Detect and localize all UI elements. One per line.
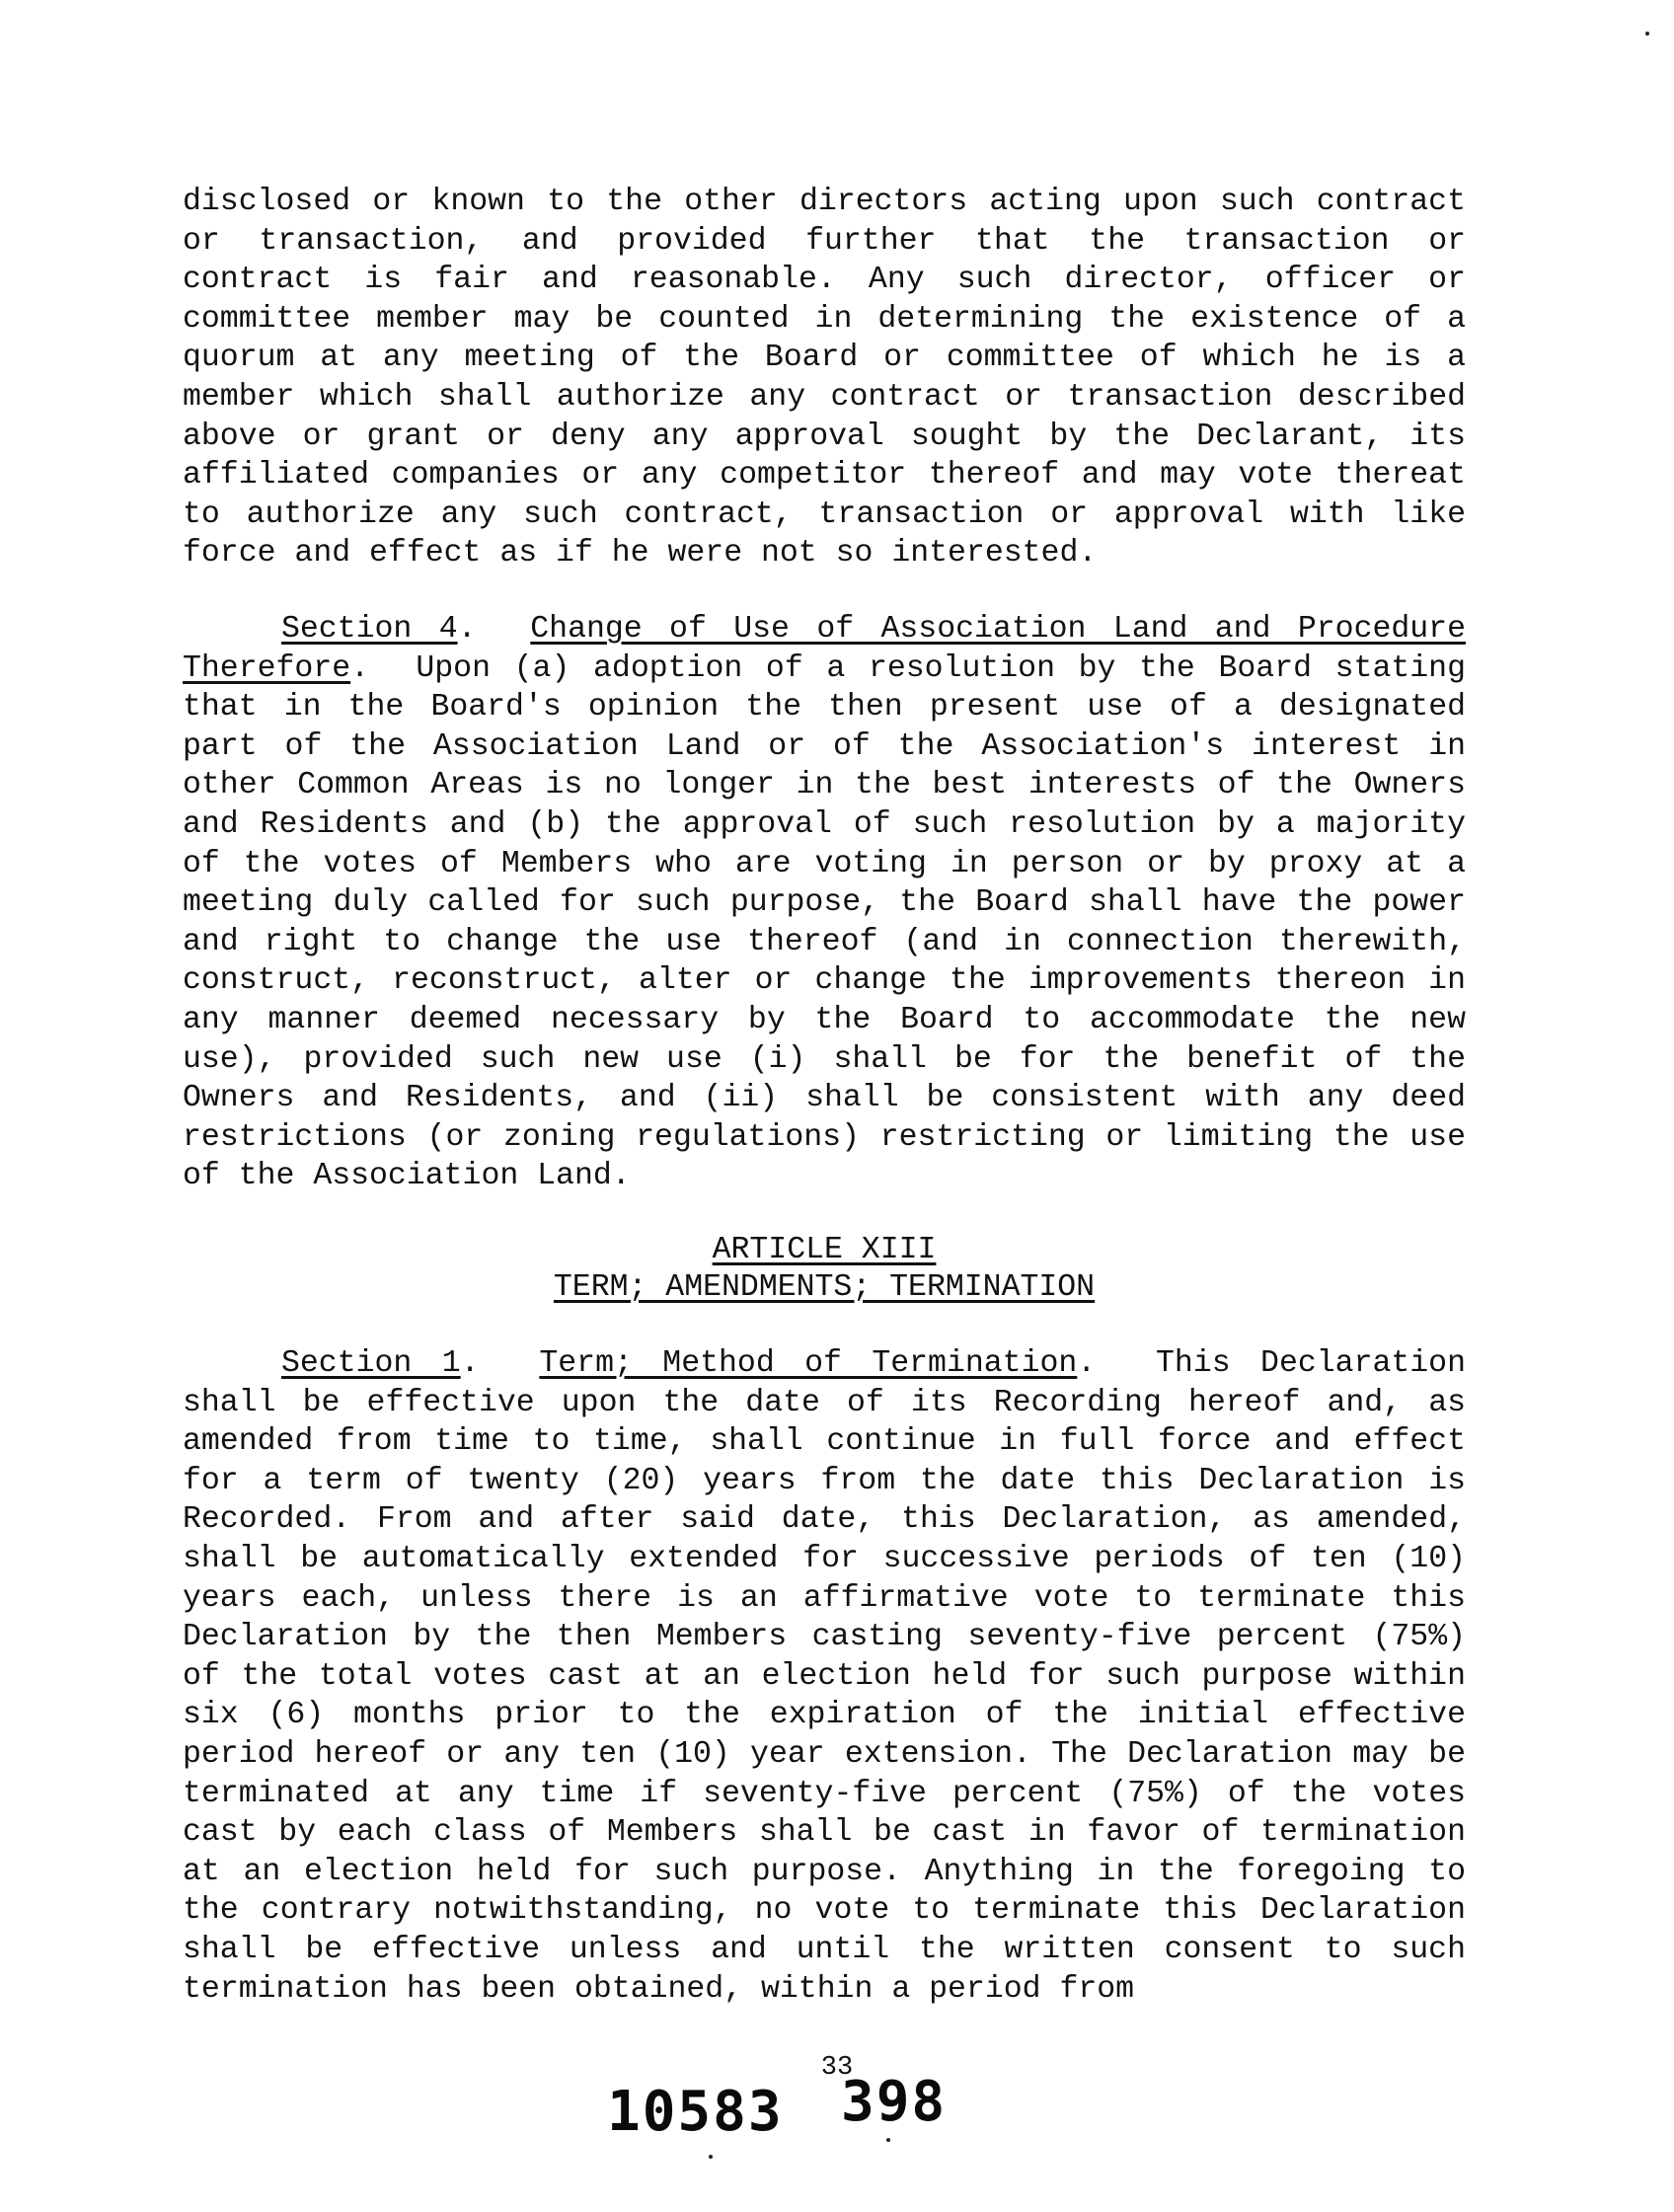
- article-title-line: [183, 1269, 1466, 1307]
- section-4-paragraph: Section 4. Change of Use of Association Land and Procedure Therefore. Upon (a) adoption of a resolution by the Board stating that in the Board's opinion the then present use of a designated part of the Association Land or of the Association's interest in other Common Areas is no longer in the best interests of the Owners and Residents and (b) the approval of such resolution by a majority of the votes of Members who are voting in person or by proxy at a meeting duly called for such purpose, the Board shall have the power and right to change the use thereof (and in connection therewith, construct, reconstruct, alter or change the improvements thereon in any manner deemed necessary by the Board to accommodate the new use), provided such new use (i) shall be for the benefit of the Owners and Residents, and (ii) shall be consistent with any deed restrictions (or zoning regulations) restricting or limiting the use of the Association Land.: [183, 612, 1466, 1194]
- scan-mark: [1645, 32, 1649, 36]
- section-1-paragraph: Section 1. Term; Method of Termination. This Declaration shall be effective upon the date of its Recording hereof and, as amended from time to time, shall continue in full force and effect for a term of twenty (20) years from the date this Declaration is Recorded. From and after said date, this Declaration, as amended, shall be automatically extended for successive periods of ten (10) years each, unless there is an affirmative vote to terminate this Declaration by the then Members casting seventy-five percent (75%) of the total votes cast at an election held for such purpose within six (6) months prior to the expiration of the initial effective period hereof or any ten (10) year extension. The Declaration may be terminated at any time if seventy-five percent (75%) of the votes cast by each class of Members shall be cast in favor of termination at an election held for such purpose. Anything in the foregoing to the contrary notwithstanding, no vote to terminate this Declaration shall be effective unless and until the written consent to such termination has been obtained, within a period from: [183, 1346, 1466, 2007]
- section-4-title: Change of Use of Association Land and Procedure Therefore: [183, 612, 1466, 686]
- stamp-mark: [709, 2155, 713, 2159]
- article-number: ARTICLE XIII: [712, 1233, 937, 1267]
- section-1-title: Term; Method of Termination: [539, 1346, 1078, 1381]
- paragraph-continued: disclosed or known to the other directors acting upon such contract or transaction, and provided further that the transaction or contract is fair and reasonable. Any such director, officer or committee member may be counted in determining the existence of a quorum at any meeting of the Board or committee of which he is a member which shall authorize any contract or transaction described above or grant or deny any approval sought by the Declarant, its affiliated companies or any competitor thereof and may vote thereat to authorize any such contract, transaction or approval with like force and effect as if he were not so interested.: [183, 185, 1466, 572]
- stamp-mark: [886, 2138, 890, 2142]
- section-1-body: This Declaration shall be effective upon the date of its Recording hereof and, as amended from time to time, shall continue in full force and effect for a term of twenty (20) years from the date this Declaration is Recorded. From and after said date, this Declaration, as amended, shall be automatically extended for successive periods of ten (10) years each, unless there is an affirmative vote to terminate this Declaration by the then Members casting seventy-five percent (75%) of the total votes cast at an election held for such purpose within six (6) months prior to the expiration of the initial effective period hereof or any ten (10) year extension. The Declaration may be terminated at any time if seventy-five percent (75%) of the votes cast by each class of Members shall be cast in favor of termination at an election held for such purpose. Anything in the foregoing to the contrary notwithstanding, no vote to terminate this Declaration shall be effective unless and until the written consent to such termination has been obtained, within a period from: [183, 1346, 1466, 2007]
- section-4-label: Section 4: [281, 612, 458, 647]
- article-title: TERM; AMENDMENTS; TERMINATION: [553, 1270, 1096, 1305]
- page-number: 33: [820, 2053, 854, 2083]
- article-heading: [183, 1232, 1466, 1269]
- section-1-label: Section 1: [281, 1346, 461, 1381]
- recording-page-stamp: 398: [841, 2070, 948, 2134]
- recording-book-stamp: 10583: [607, 2080, 784, 2144]
- section-4-body: Upon (a) adoption of a resolution by the Board stating that in the Board's opinion the then present use of a designated part of the Association Land or of the Association's interest in other Common Areas is no longer in the best interests of the Owners and Residents and (b) the approval of such resolution by a majority of the votes of Members who are voting in person or by proxy at a meeting duly called for such purpose, the Board shall have the power and right to change the use thereof (and in connection therewith, construct, reconstruct, alter or change the improvements thereon in any manner deemed necessary by the Board to accommodate the new use), provided such new use (i) shall be for the benefit of the Owners and Residents, and (ii) shall be consistent with any deed restrictions (or zoning regulations) restricting or limiting the use of the Association Land.: [183, 650, 1466, 1194]
